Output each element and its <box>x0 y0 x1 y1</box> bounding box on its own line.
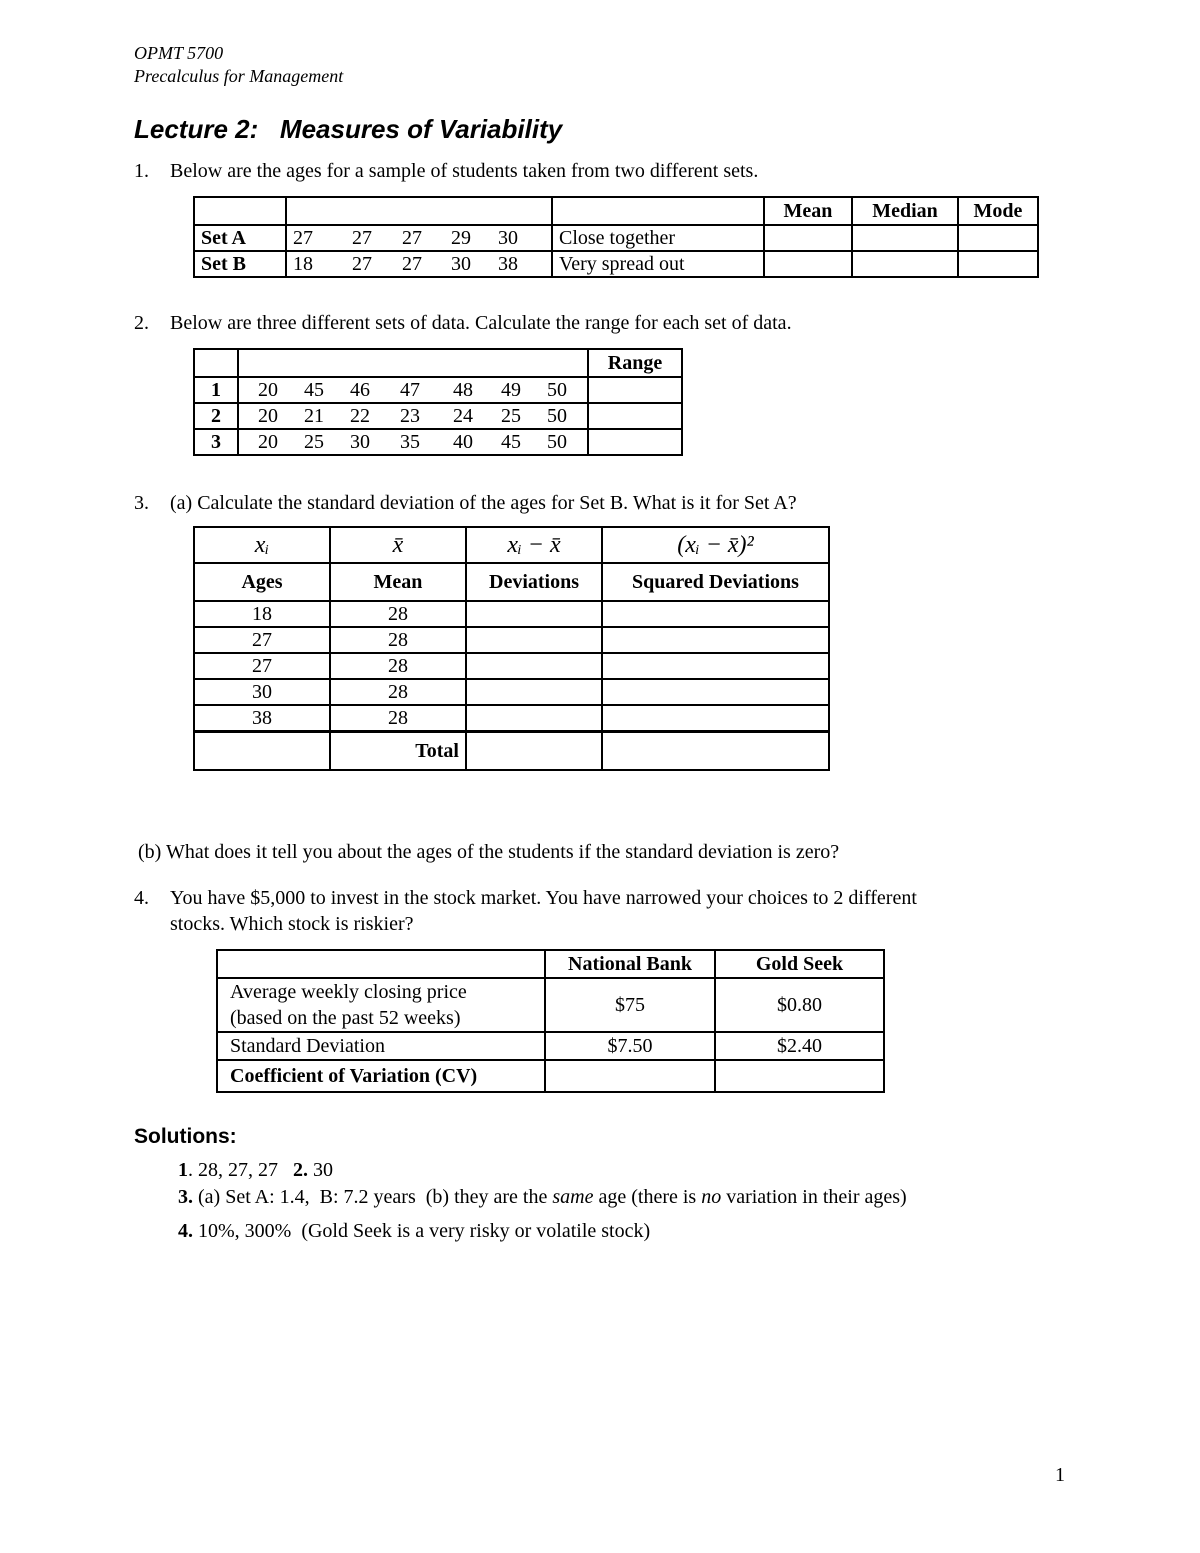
blank-cell <box>602 679 829 705</box>
set-value: 21 <box>304 405 324 427</box>
set-value: 49 <box>501 379 521 401</box>
blank-cell <box>764 251 852 277</box>
mean-value: 28 <box>330 705 466 732</box>
blank-cell <box>588 377 682 403</box>
total-label: Total <box>330 732 466 770</box>
table-row <box>194 403 682 429</box>
set-value: 45 <box>501 431 521 453</box>
q4-table <box>216 949 885 1093</box>
symbol-squared-deviation: (xᵢ − x̄)² <box>602 527 829 563</box>
set-value: 29 <box>451 227 471 249</box>
header-mode: Mode <box>958 197 1038 225</box>
set-1-label: 1 <box>194 377 238 403</box>
set-value: 38 <box>498 253 518 275</box>
solution-number: 4. <box>178 1220 193 1242</box>
std-dev-label: Standard Deviation <box>217 1032 545 1060</box>
table-row <box>194 732 829 770</box>
q3-number: 3. <box>134 492 149 514</box>
set-a-values <box>286 225 552 251</box>
set-value: 50 <box>547 431 567 453</box>
set-value: 45 <box>304 379 324 401</box>
avg-price-label <box>217 978 545 1032</box>
blank-cell <box>466 732 602 770</box>
q1-table <box>193 196 1039 278</box>
set-value: 22 <box>350 405 370 427</box>
set-value: 50 <box>547 379 567 401</box>
solution-number: 3. <box>178 1186 193 1208</box>
solution-number: 1 <box>178 1159 188 1181</box>
set-a-desc: Close together <box>552 225 764 251</box>
blank-cell <box>588 429 682 455</box>
solution-emphasis: no <box>701 1186 722 1208</box>
header-ages: Ages <box>194 563 330 601</box>
header-median: Median <box>852 197 958 225</box>
blank-cell <box>715 1060 884 1092</box>
solution-line-2 <box>178 1184 907 1210</box>
blank-cell <box>602 732 829 770</box>
gold-seek-avg-price: $0.80 <box>715 978 884 1032</box>
blank-cell <box>545 1060 715 1092</box>
gold-seek-std-dev: $2.40 <box>715 1032 884 1060</box>
header-gold-seek: Gold Seek <box>715 950 884 978</box>
table-row <box>194 251 1038 277</box>
solutions-heading: Solutions: <box>134 1125 237 1148</box>
header-squared-deviations: Squared Deviations <box>602 563 829 601</box>
age-value: 27 <box>194 653 330 679</box>
blank-cell <box>852 251 958 277</box>
blank-cell <box>466 679 602 705</box>
table-row <box>194 653 829 679</box>
set-value: 30 <box>498 227 518 249</box>
table-row <box>217 978 884 1032</box>
national-bank-std-dev: $7.50 <box>545 1032 715 1060</box>
blank-cell <box>194 732 330 770</box>
solution-text: 30 <box>308 1159 333 1181</box>
solution-line-3 <box>178 1218 650 1244</box>
blank-cell <box>466 705 602 732</box>
set-value: 20 <box>258 379 278 401</box>
mean-value: 28 <box>330 653 466 679</box>
table-row <box>194 627 829 653</box>
blank-cell <box>466 601 602 627</box>
header-range: Range <box>588 349 682 377</box>
blank-cell <box>466 653 602 679</box>
set-b-desc: Very spread out <box>552 251 764 277</box>
q2-text: Below are three different sets of data. Calculate the range for each set of data. <box>170 312 792 334</box>
set-value: 27 <box>402 253 422 275</box>
set-value: 50 <box>547 405 567 427</box>
q1-number: 1. <box>134 160 149 182</box>
table-row <box>194 679 829 705</box>
set-a-label: Set A <box>194 225 286 251</box>
solution-line-1 <box>178 1157 333 1183</box>
mean-value: 28 <box>330 679 466 705</box>
table-row <box>194 705 829 732</box>
q3-part-b: (b) What does it tell you about the ages of the students if the standard deviation is zero? <box>138 841 840 863</box>
set-value: 23 <box>400 405 420 427</box>
header-mean: Mean <box>764 197 852 225</box>
solution-text: 10%, 300% (Gold Seek is a very risky or volatile stock) <box>193 1220 651 1242</box>
age-value: 27 <box>194 627 330 653</box>
solution-text: . 28, 27, 27 <box>188 1159 293 1181</box>
set-value: 30 <box>451 253 471 275</box>
cv-label: Coefficient of Variation (CV) <box>217 1060 545 1092</box>
set-value: 24 <box>453 405 473 427</box>
set-value: 27 <box>293 227 313 249</box>
page-title: Lecture 2: Measures of Variability <box>134 114 563 144</box>
set-b-label: Set B <box>194 251 286 277</box>
q4-number: 4. <box>134 887 149 909</box>
blank-cell <box>958 251 1038 277</box>
set-2-label: 2 <box>194 403 238 429</box>
set-value: 27 <box>402 227 422 249</box>
blank-cell <box>602 627 829 653</box>
set-value: 47 <box>400 379 420 401</box>
solution-number: 2. <box>293 1159 308 1181</box>
course-subtitle: Precalculus for Management <box>134 66 344 86</box>
set-1-values <box>238 377 588 403</box>
course-code: OPMT 5700 <box>134 43 224 63</box>
set-value: 30 <box>350 431 370 453</box>
blank-cell <box>764 225 852 251</box>
avg-price-label-line1: Average weekly closing price <box>230 981 467 1003</box>
symbol-deviation: xᵢ − x̄ <box>466 527 602 563</box>
table-row <box>217 1060 884 1092</box>
solution-text: age (there is <box>593 1186 702 1208</box>
set-value: 35 <box>400 431 420 453</box>
header-mean: Mean <box>330 563 466 601</box>
symbol-xbar: x̄ <box>330 527 466 563</box>
set-2-values <box>238 403 588 429</box>
solution-text: (a) Set A: 1.4, B: 7.2 years (b) they are the <box>193 1186 553 1208</box>
q4-text-line2: stocks. Which stock is riskier? <box>170 913 414 935</box>
q3-table <box>193 526 830 771</box>
blank-cell <box>602 705 829 732</box>
avg-price-label-line2: (based on the past 52 weeks) <box>230 1007 461 1029</box>
age-value: 30 <box>194 679 330 705</box>
set-value: 48 <box>453 379 473 401</box>
solution-emphasis: same <box>552 1186 594 1208</box>
set-3-label: 3 <box>194 429 238 455</box>
blank-cell <box>852 225 958 251</box>
table-row <box>217 1032 884 1060</box>
age-value: 18 <box>194 601 330 627</box>
header-national-bank: National Bank <box>545 950 715 978</box>
q2-table <box>193 348 683 456</box>
mean-value: 28 <box>330 601 466 627</box>
age-value: 38 <box>194 705 330 732</box>
q1-text: Below are the ages for a sample of students taken from two different sets. <box>170 160 759 182</box>
mean-value: 28 <box>330 627 466 653</box>
table-row <box>194 601 829 627</box>
page-number: 1 <box>1055 1464 1065 1486</box>
q2-number: 2. <box>134 312 149 334</box>
set-value: 20 <box>258 405 278 427</box>
blank-cell <box>588 403 682 429</box>
table-row <box>194 377 682 403</box>
set-value: 27 <box>352 227 372 249</box>
set-value: 27 <box>352 253 372 275</box>
set-b-values <box>286 251 552 277</box>
national-bank-avg-price: $75 <box>545 978 715 1032</box>
solution-text: variation in their ages) <box>721 1186 907 1208</box>
blank-cell <box>602 601 829 627</box>
set-3-values <box>238 429 588 455</box>
table-row <box>194 429 682 455</box>
set-value: 46 <box>350 379 370 401</box>
set-value: 25 <box>304 431 324 453</box>
set-value: 20 <box>258 431 278 453</box>
set-value: 25 <box>501 405 521 427</box>
set-value: 40 <box>453 431 473 453</box>
symbol-xi: xᵢ <box>194 527 330 563</box>
q4-text-line1: You have $5,000 to invest in the stock market. You have narrowed your choices to 2 different <box>170 887 917 909</box>
blank-cell <box>958 225 1038 251</box>
header-deviations: Deviations <box>466 563 602 601</box>
blank-cell <box>602 653 829 679</box>
blank-cell <box>466 627 602 653</box>
table-row <box>194 225 1038 251</box>
set-value: 18 <box>293 253 313 275</box>
q3-text: (a) Calculate the standard deviation of the ages for Set B. What is it for Set A? <box>170 492 797 514</box>
